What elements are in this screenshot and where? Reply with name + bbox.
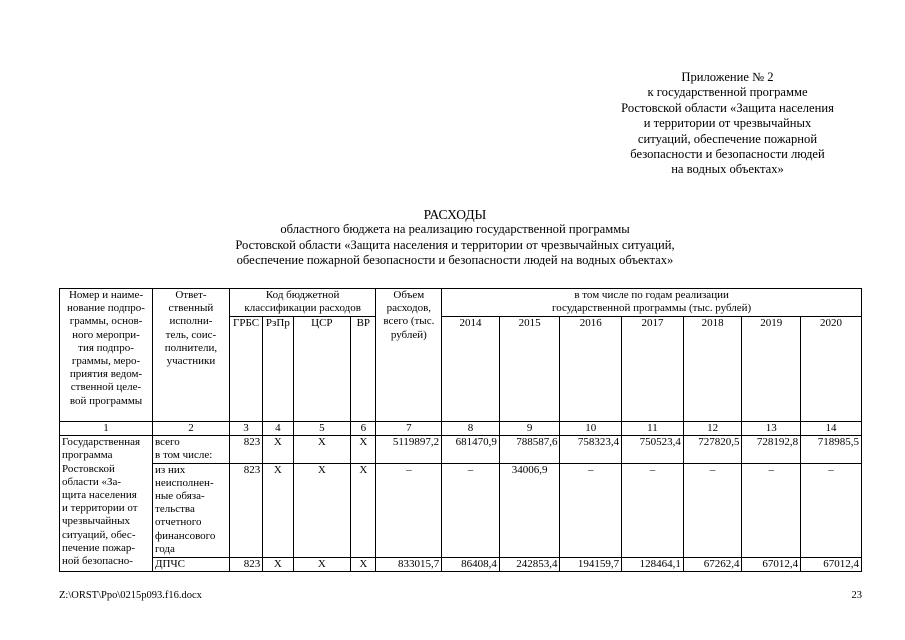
year-cell: 67012,4	[742, 557, 801, 571]
program-name-cell: Государственная программа Ростовской области «За- щита населения и территории от чрезвычайных ситуаций, обес- печение пожар- ной безопасно-	[60, 436, 153, 572]
year-cell: 128464,1	[622, 557, 684, 571]
column-number: 9	[499, 422, 560, 436]
header-csr: ЦСР	[293, 317, 351, 422]
column-number: 11	[622, 422, 684, 436]
header-rzpr: РзПр	[263, 317, 293, 422]
header-year-2014: 2014	[442, 317, 500, 422]
column-number: 5	[293, 422, 351, 436]
column-number: 12	[683, 422, 742, 436]
column-number: 7	[376, 422, 442, 436]
year-cell: 86408,4	[442, 557, 500, 571]
header-responsible: Ответ- ственный исполни- тель, соис- полнители, участники	[153, 289, 230, 422]
year-cell: –	[683, 463, 742, 557]
column-number: 1	[60, 422, 153, 436]
header-year-2015: 2015	[499, 317, 560, 422]
year-cell: 242853,4	[499, 557, 560, 571]
appendix-note: Приложение № 2 к государственной программе Ростовской области «Защита населения и территории от чрезвычайных ситуаций, обеспечение пожарной безопасности и безопасности людей на водных объектах»	[621, 70, 834, 177]
year-cell: 681470,9	[442, 436, 500, 463]
year-cell: 67262,4	[683, 557, 742, 571]
csr-cell: X	[293, 436, 351, 463]
year-cell: 750523,4	[622, 436, 684, 463]
header-budget-code: Код бюджетной классификации расходов	[229, 289, 376, 317]
year-cell: –	[442, 463, 500, 557]
header-year-2018: 2018	[683, 317, 742, 422]
column-number: 8	[442, 422, 500, 436]
page-number: 23	[851, 590, 862, 601]
column-number: 13	[742, 422, 801, 436]
year-cell: 194159,7	[560, 557, 622, 571]
column-number: 3	[229, 422, 262, 436]
total-cell: 833015,7	[376, 557, 442, 571]
vr-cell: X	[351, 463, 376, 557]
grbs-cell: 823	[229, 463, 262, 557]
rzpr-cell: X	[263, 463, 293, 557]
grbs-cell: 823	[229, 557, 262, 571]
year-cell: 718985,5	[801, 436, 862, 463]
year-cell: –	[801, 463, 862, 557]
column-number: 14	[801, 422, 862, 436]
table-row-total	[60, 436, 862, 463]
header-year-2017: 2017	[622, 317, 684, 422]
file-path: Z:\ORST\Ppo\0215p093.f16.docx	[59, 590, 202, 601]
rzpr-cell: X	[263, 436, 293, 463]
year-cell: 67012,4	[801, 557, 862, 571]
csr-cell: X	[293, 557, 351, 571]
title-line-3: Ростовской области «Защита населения и территории от чрезвычайных ситуаций,	[235, 237, 675, 252]
title-heading: РАСХОДЫ	[423, 207, 487, 222]
year-cell: –	[560, 463, 622, 557]
header-year-2016: 2016	[560, 317, 622, 422]
column-number-row	[60, 422, 862, 436]
year-cell: 758323,4	[560, 436, 622, 463]
rzpr-cell: X	[263, 557, 293, 571]
total-cell: 5119897,2	[376, 436, 442, 463]
header-grbs: ГРБС	[229, 317, 262, 422]
table-row-obligations	[60, 463, 862, 557]
column-number: 4	[263, 422, 293, 436]
total-cell: –	[376, 463, 442, 557]
year-cell: 788587,6	[499, 436, 560, 463]
responsible-cell: из них неисполнен- ные обяза- тельства отчетного финансового года	[153, 463, 230, 557]
year-cell: 728192,8	[742, 436, 801, 463]
grbs-cell: 823	[229, 436, 262, 463]
year-cell: 34006,9	[499, 463, 560, 557]
vr-cell: X	[351, 436, 376, 463]
year-cell: –	[742, 463, 801, 557]
responsible-cell: всего в том числе:	[153, 436, 230, 463]
header-name: Номер и наиме- нование подпро- граммы, основ- ного меропри- тия подпро- граммы, меро- приятия ведом- ственной целе- вой программы	[60, 289, 153, 422]
header-by-years: в том числе по годам реализации государственной программы (тыс. рублей)	[442, 289, 862, 317]
responsible-cell: ДПЧС	[153, 557, 230, 571]
title-line-4: обеспечение пожарной безопасности и безопасности людей на водных объектах»	[236, 253, 674, 268]
column-number: 10	[560, 422, 622, 436]
csr-cell: X	[293, 463, 351, 557]
title-line-2: областного бюджета на реализацию государственной программы	[280, 222, 630, 237]
column-number: 6	[351, 422, 376, 436]
header-year-2020: 2020	[801, 317, 862, 422]
header-volume: Объем расходов, всего (тыс. рублей)	[376, 289, 442, 422]
expenses-table	[59, 288, 862, 572]
column-number: 2	[153, 422, 230, 436]
header-year-2019: 2019	[742, 317, 801, 422]
table-row-dpchs	[60, 557, 862, 571]
vr-cell: X	[351, 557, 376, 571]
year-cell: 727820,5	[683, 436, 742, 463]
year-cell: –	[622, 463, 684, 557]
header-row-1	[60, 289, 862, 317]
document-title	[150, 207, 760, 269]
header-vr: ВР	[351, 317, 376, 422]
